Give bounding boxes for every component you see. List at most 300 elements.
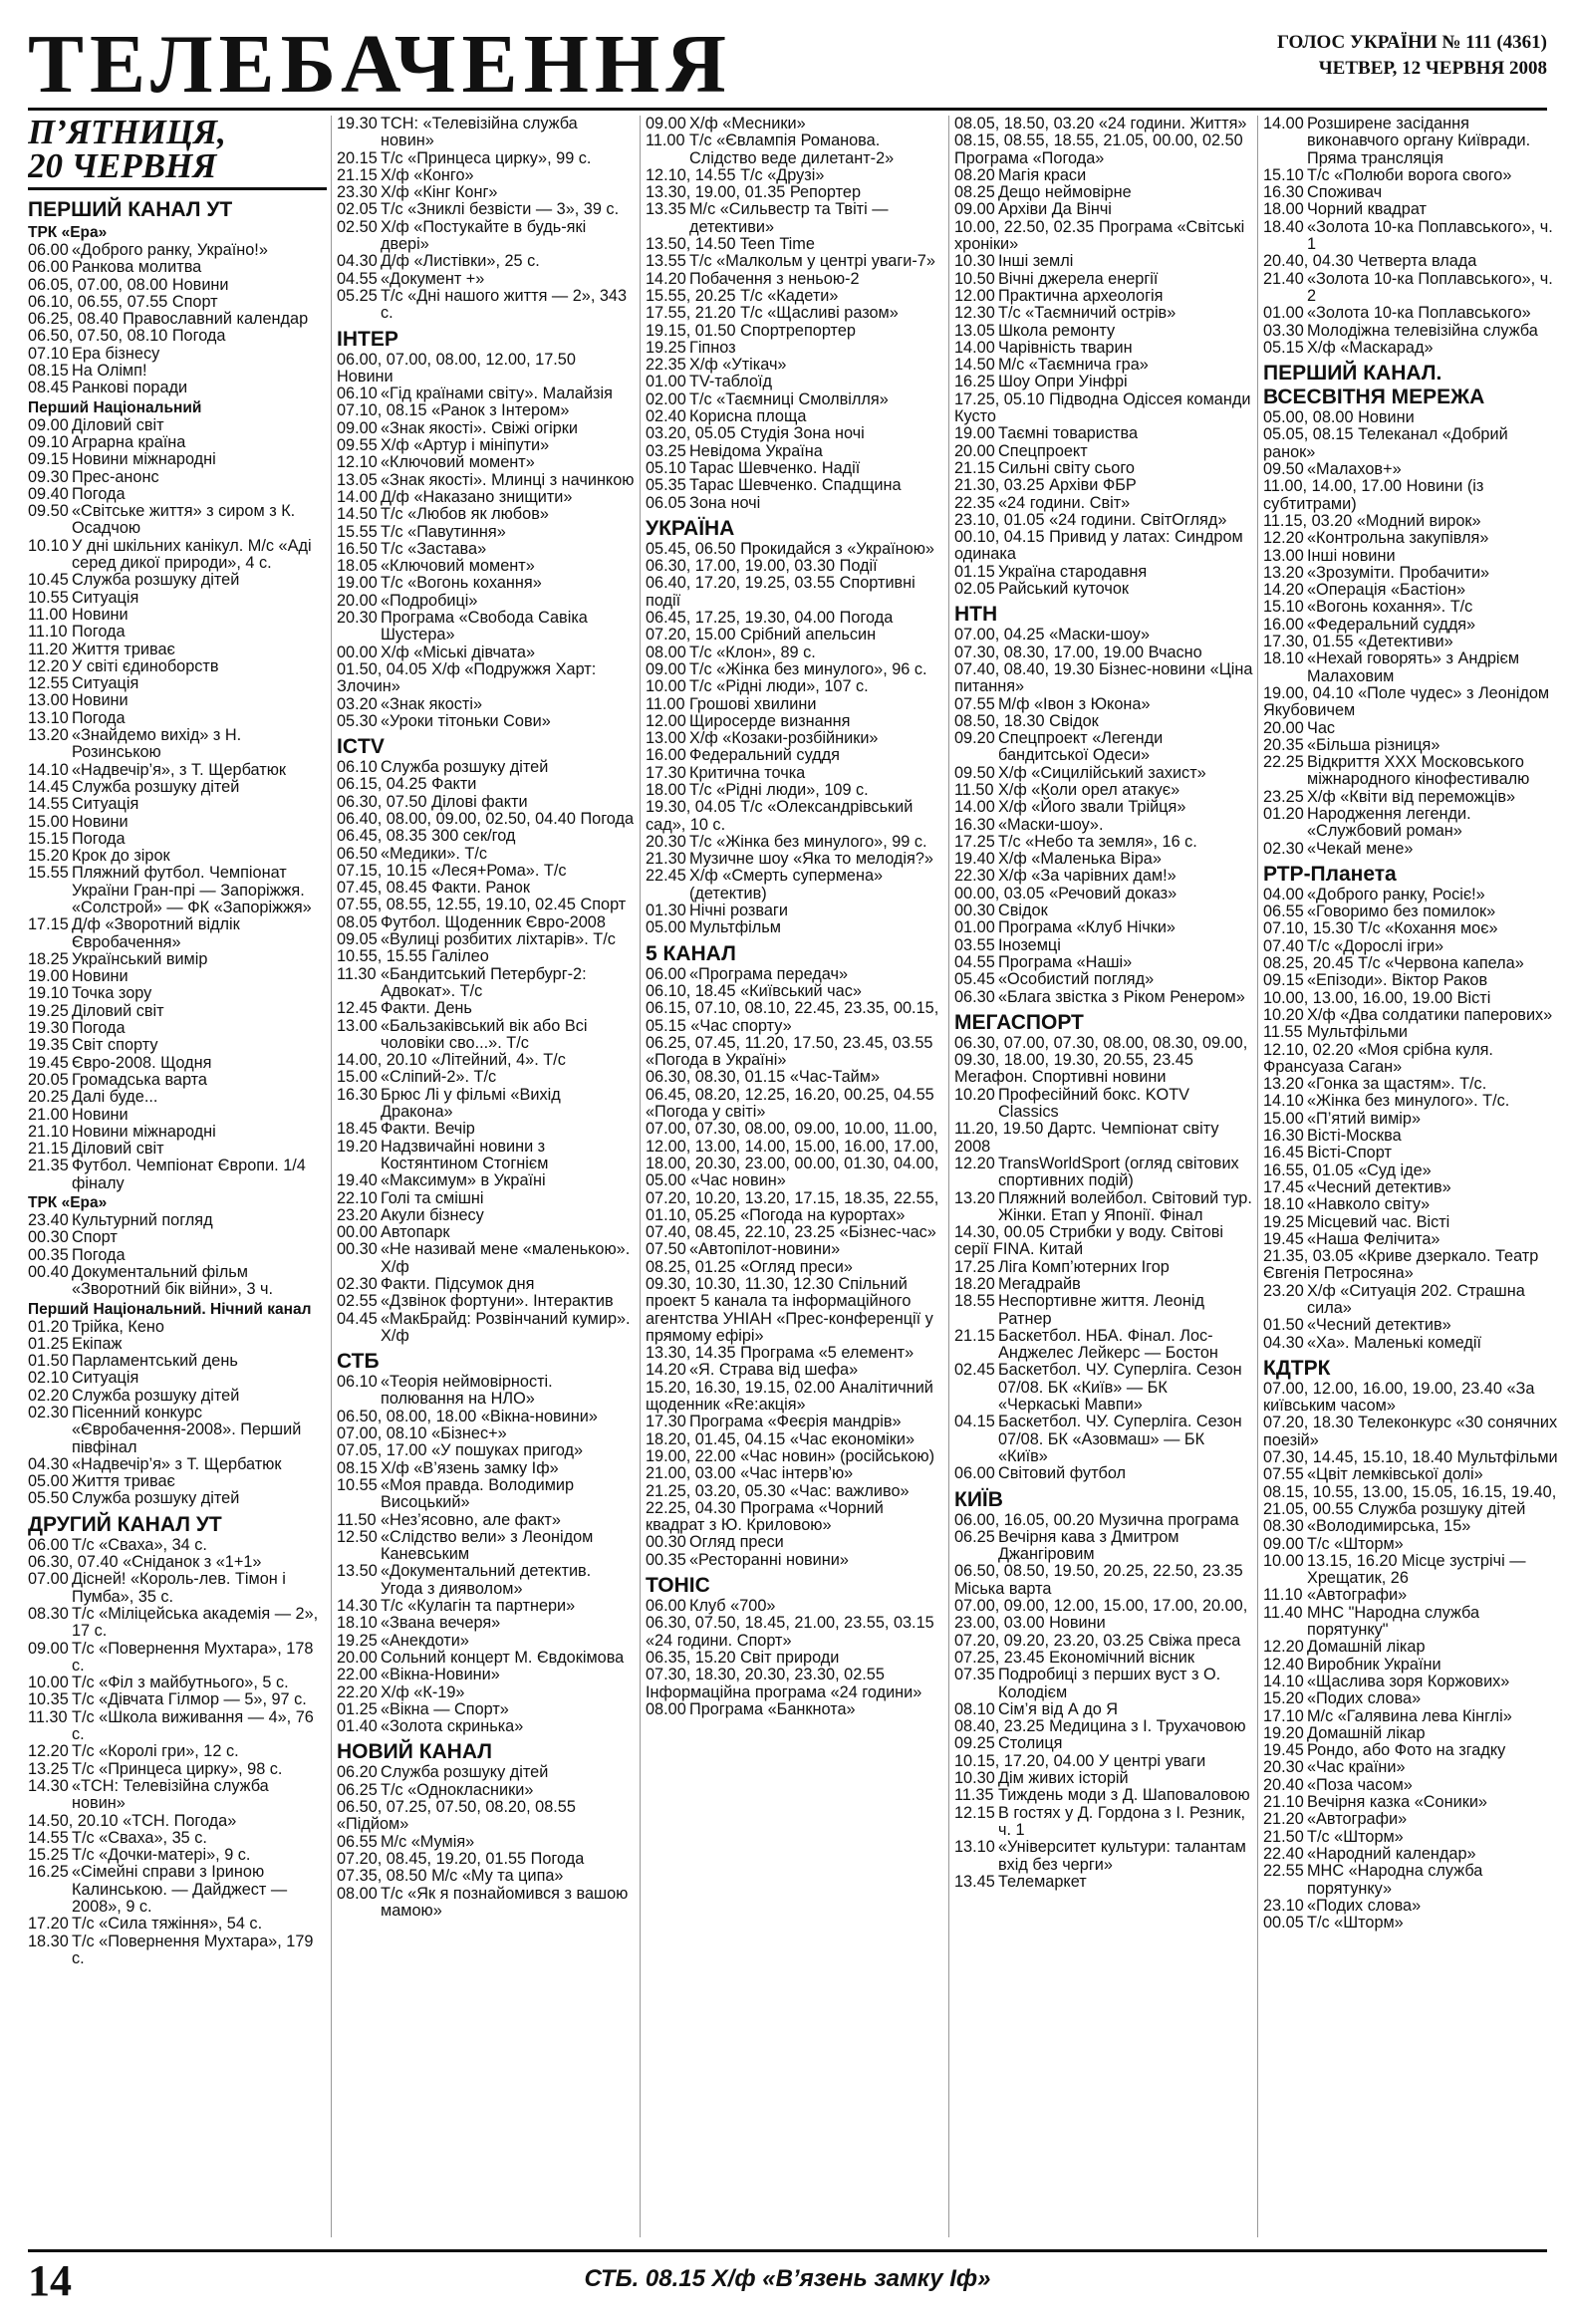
program-time: 02.20 bbox=[28, 1386, 69, 1405]
program-time: 11.00 bbox=[646, 131, 685, 150]
program-time: 07.20, 10.20, 13.20, 17.15, 18.35, 22.55, 01.10, 05.25 bbox=[646, 1188, 939, 1224]
program-title: Пісенний конкурс «Євробачення-2008». Перший півфінал bbox=[72, 1404, 302, 1456]
program-time: 04.30 bbox=[337, 252, 378, 271]
program-time: 11.10 bbox=[1263, 1586, 1303, 1605]
program-title: Х/ф «Артур і мініпути» bbox=[381, 436, 550, 455]
program-time: 19.00 bbox=[337, 574, 378, 593]
program-title: Х/ф «В’язень замку Іф» bbox=[381, 1458, 559, 1477]
program-title: «Погода в Україні» bbox=[646, 1051, 787, 1070]
program-item bbox=[28, 1089, 327, 1106]
program-item bbox=[1263, 1536, 1562, 1553]
program-time: 03.20 bbox=[337, 694, 378, 713]
program-title: «Маски-шоу». bbox=[998, 815, 1104, 834]
program-title: «Доброго ранку, Україно!» bbox=[72, 241, 268, 259]
program-title: Сім’я від А до Я bbox=[998, 1699, 1119, 1718]
program-item bbox=[1263, 1179, 1562, 1196]
program-time: 07.10, 15.30 bbox=[1263, 919, 1354, 938]
program-title: Інші землі bbox=[998, 252, 1074, 271]
program-title: «Світське життя» з сиром з К. Осадчою bbox=[72, 502, 296, 538]
program-time: 09.10 bbox=[28, 432, 69, 451]
program-time: 22.45 bbox=[646, 867, 686, 886]
program-item bbox=[646, 1000, 944, 1035]
program-item bbox=[28, 434, 327, 451]
program-time: 02.55 bbox=[337, 1292, 378, 1311]
program-time: 21.40 bbox=[1263, 269, 1304, 288]
program-time: 13.55 bbox=[646, 252, 686, 271]
program-time: 00.40 bbox=[28, 1262, 69, 1281]
program-time: 06.10, 06.55, 07.55 bbox=[28, 292, 168, 311]
program-item bbox=[954, 627, 1253, 644]
program-title: Ранкові поради bbox=[72, 379, 188, 397]
program-time: 23.20 bbox=[1263, 1281, 1304, 1300]
program-time: 01.50 bbox=[1263, 1316, 1304, 1335]
program-title: «Знак якості». Свіжі огірки bbox=[381, 418, 579, 437]
program-title: «Автографи» bbox=[1307, 1810, 1408, 1829]
program-item bbox=[1263, 1196, 1562, 1213]
program-title: «Огляд преси» bbox=[740, 1257, 853, 1276]
program-item bbox=[337, 1701, 636, 1718]
program-item bbox=[28, 848, 327, 865]
program-title: «Ха». Маленькі комедії bbox=[1307, 1333, 1482, 1352]
program-title: Погода bbox=[72, 1019, 126, 1038]
program-item bbox=[646, 1224, 944, 1241]
program-time: 02.40 bbox=[646, 407, 686, 426]
program-item bbox=[1263, 737, 1562, 754]
program-title: «Київський час» bbox=[740, 981, 862, 1000]
program-item bbox=[28, 1864, 327, 1916]
program-time: 01.50, 04.05 bbox=[337, 659, 427, 678]
program-time: 13.20 bbox=[28, 726, 69, 745]
program-time: 11.00 bbox=[646, 694, 685, 713]
program-time: 06.20 bbox=[337, 1763, 378, 1782]
program-title: Т/с «Дорослі ігри» bbox=[1307, 936, 1444, 955]
program-title: Т/с «Вогонь кохання» bbox=[381, 574, 542, 593]
program-item bbox=[28, 1124, 327, 1141]
program-item bbox=[337, 541, 636, 558]
program-time: 21.35 bbox=[28, 1157, 69, 1175]
program-time: 19.00 bbox=[28, 967, 69, 986]
program-item bbox=[28, 1778, 327, 1813]
program-item bbox=[337, 288, 636, 323]
program-item bbox=[337, 1276, 636, 1293]
program-time: 21.10 bbox=[28, 1122, 69, 1141]
program-title: Ситуація bbox=[72, 674, 139, 693]
program-title: «Час країни» bbox=[1307, 1758, 1406, 1777]
program-title: Діловий світ bbox=[72, 415, 164, 434]
program-title: Погода bbox=[72, 829, 126, 848]
program-time: 02.45 bbox=[954, 1361, 995, 1380]
program-title: «24 години. Спорт» bbox=[646, 1631, 792, 1650]
program-time: 09.15 bbox=[1263, 971, 1304, 990]
program-item bbox=[954, 971, 1253, 988]
program-time: 19.35 bbox=[28, 1036, 69, 1055]
program-item bbox=[28, 985, 327, 1002]
program-title: Срібний апельсин bbox=[740, 626, 877, 645]
program-time: 14.00 bbox=[337, 487, 378, 506]
program-time: 15.55 bbox=[28, 864, 69, 883]
program-item bbox=[1263, 1214, 1562, 1231]
program-title: МНС "Народна служба порятунку" bbox=[1307, 1603, 1480, 1640]
column-divider bbox=[948, 116, 949, 2237]
program-item bbox=[1263, 1093, 1562, 1110]
program-item bbox=[1263, 1248, 1562, 1283]
program-time: 05.00 bbox=[646, 918, 686, 937]
program-item bbox=[646, 1667, 944, 1701]
program-title: Т/с «Євлампія Романова. Слідство веде дилетант-2» bbox=[689, 131, 895, 167]
program-item bbox=[28, 1675, 327, 1691]
program-time: 04.00 bbox=[1263, 885, 1304, 904]
program-title: Новини bbox=[72, 812, 129, 831]
program-title: «Вогонь кохання». Т/с bbox=[1307, 598, 1473, 617]
program-title: Студія Зона ночі bbox=[740, 424, 865, 443]
program-item bbox=[337, 437, 636, 454]
program-item bbox=[337, 1615, 636, 1632]
program-title: Магія краси bbox=[998, 165, 1087, 184]
program-item bbox=[1263, 116, 1562, 167]
program-item bbox=[28, 590, 327, 607]
program-time: 09.00 bbox=[646, 116, 686, 132]
program-item bbox=[646, 765, 944, 782]
program-item bbox=[337, 1069, 636, 1086]
program-title: Д/ф «Зворотний відлік Євробачення» bbox=[72, 915, 240, 951]
program-time: 01.40 bbox=[337, 1717, 378, 1736]
program-item bbox=[646, 1701, 944, 1718]
program-item bbox=[954, 305, 1253, 322]
program-title: «Народний календар» bbox=[1307, 1844, 1476, 1863]
program-item bbox=[337, 1512, 636, 1529]
program-time: 17.20 bbox=[28, 1915, 69, 1934]
program-title: «Модний вирок» bbox=[1356, 511, 1481, 530]
program-time: 06.10 bbox=[337, 758, 378, 777]
program-time: 08.00 bbox=[646, 1699, 686, 1718]
program-item bbox=[28, 951, 327, 968]
program-title: Неспортивне життя. Леонід Ратнер bbox=[998, 1292, 1204, 1328]
program-title: Програма «Наші» bbox=[998, 952, 1133, 971]
program-item bbox=[1263, 1317, 1562, 1334]
program-time: 21.15 bbox=[954, 458, 995, 477]
program-item bbox=[337, 1425, 636, 1442]
program-title: Побачення з неньою-2 bbox=[689, 269, 860, 288]
program-title: ТСН: «Телевізійна служба новин» bbox=[381, 116, 578, 150]
program-time: 21.15 bbox=[28, 1140, 69, 1159]
program-time: 13.00 bbox=[28, 691, 69, 710]
program-time: 14.30, 00.05 bbox=[954, 1223, 1045, 1242]
program-title: Ранкова молитва bbox=[72, 258, 202, 277]
program-title: Т/с «Кулагін та партнери» bbox=[381, 1597, 576, 1616]
program-time: 00.35 bbox=[646, 1550, 686, 1569]
program-time: 08.30 bbox=[1263, 1517, 1304, 1536]
program-time: 04.15 bbox=[954, 1413, 995, 1431]
program-title: Четверта влада bbox=[1358, 252, 1477, 271]
program-title: Х/ф «Утікач» bbox=[689, 356, 787, 375]
program-title: Баскетбол. ЧУ. Суперліга. Сезон 07/08. БК «Київ» — БК «Черкаські Мавпи» bbox=[998, 1361, 1242, 1415]
program-item bbox=[1263, 650, 1562, 685]
program-time: 19.25 bbox=[646, 338, 686, 357]
program-time: 09.20 bbox=[954, 729, 995, 748]
program-item bbox=[1263, 1128, 1562, 1145]
program-time: 12.10 bbox=[337, 453, 378, 472]
program-time: 16.30 bbox=[337, 1085, 378, 1104]
program-time: 15.15 bbox=[28, 829, 69, 848]
program-item bbox=[646, 1259, 944, 1276]
program-time: 20.15 bbox=[337, 148, 378, 167]
program-time: 18.00 bbox=[646, 780, 686, 799]
program-title: Спорт bbox=[72, 1228, 118, 1247]
program-time: 17.15 bbox=[28, 915, 69, 934]
program-time: 00.30 bbox=[954, 902, 995, 920]
program-item bbox=[1263, 201, 1562, 218]
channel-heading: ТОНІС bbox=[646, 1574, 710, 1598]
program-title: Х/ф «Постукайте в будь-які двері» bbox=[381, 217, 587, 254]
program-item bbox=[28, 363, 327, 380]
program-time: 15.10 bbox=[1263, 165, 1304, 184]
program-time: 10.55 bbox=[28, 588, 69, 607]
program-item bbox=[1263, 1111, 1562, 1128]
program-time: 05.00, 08.00 bbox=[1263, 408, 1354, 427]
channel-heading: ICTV bbox=[337, 735, 385, 759]
page-number: 14 bbox=[28, 2256, 72, 2305]
program-item bbox=[28, 1473, 327, 1490]
program-time: 09.50 bbox=[28, 502, 69, 521]
program-item bbox=[646, 1362, 944, 1379]
program-item bbox=[28, 469, 327, 486]
program-item bbox=[28, 642, 327, 658]
program-item bbox=[1263, 1690, 1562, 1707]
program-title: Привид у латах: Синдром одинака bbox=[954, 528, 1243, 564]
program-title: Шоу Опри Уінфрі bbox=[998, 373, 1128, 391]
program-time: 06.30 bbox=[954, 987, 995, 1006]
program-time: 17.25 bbox=[954, 1257, 995, 1276]
program-time: 21.20 bbox=[1263, 1810, 1304, 1829]
program-item bbox=[954, 1087, 1253, 1122]
listing-body bbox=[954, 116, 1253, 1891]
program-time: 06.50, 08.50, 19.50, 20.25, 22.50, 23.35 bbox=[954, 1562, 1243, 1581]
listing-body bbox=[1263, 116, 1562, 1932]
program-title: У світі єдиноборств bbox=[72, 656, 219, 675]
program-item bbox=[1263, 1381, 1562, 1416]
program-title: «Надвечір’я», з Т. Щербатюк bbox=[72, 760, 287, 779]
program-time: 06.50, 07.25, 07.50, 08.20, 08.55 bbox=[337, 1798, 576, 1817]
program-time: 06.15, 07.10, 08.10, 22.45, 23.35, 00.15, 05.15 bbox=[646, 999, 939, 1035]
program-title: Мегадрайв bbox=[998, 1275, 1081, 1293]
program-time: 06.30, 08.30, 01.15 bbox=[646, 1068, 786, 1087]
program-title: Тарас Шевченко. Надії bbox=[689, 458, 861, 477]
program-time: 18.25 bbox=[28, 949, 69, 968]
program-title: Погода bbox=[530, 1849, 585, 1868]
program-title: Спільний проект 5 канала та інформаційного агентства УНІАН «Прес-конференції у прямому ефірі» bbox=[646, 1275, 933, 1345]
program-title: Ситуація bbox=[72, 795, 139, 814]
program-time: 20.00 bbox=[954, 441, 995, 460]
program-time: 01.00 bbox=[1263, 304, 1304, 323]
program-time: 06.00 bbox=[646, 1597, 686, 1616]
program-item bbox=[28, 1158, 327, 1192]
program-time: 10.20 bbox=[1263, 1005, 1304, 1024]
program-item bbox=[28, 1141, 327, 1158]
program-title: М/с «Галявина лева Кінглі» bbox=[1307, 1706, 1512, 1725]
program-item bbox=[28, 1247, 327, 1264]
program-item bbox=[1263, 1811, 1562, 1828]
program-time: 17.30 bbox=[646, 1413, 686, 1431]
program-item bbox=[337, 524, 636, 541]
program-item bbox=[28, 277, 327, 294]
program-title: Т/с «Щасливі разом» bbox=[740, 304, 899, 323]
program-item bbox=[337, 1684, 636, 1701]
program-title: Т/с «Зниклі безвісти — 3», 39 с. bbox=[381, 200, 620, 219]
program-item bbox=[646, 747, 944, 764]
program-item bbox=[954, 1598, 1253, 1633]
program-item bbox=[337, 948, 636, 965]
program-item bbox=[337, 846, 636, 863]
program-item bbox=[337, 828, 636, 845]
program-time: 19.15, 01.50 bbox=[646, 321, 736, 340]
program-title: Програма «5 елемент» bbox=[740, 1344, 915, 1363]
program-time: 05.50 bbox=[28, 1489, 69, 1508]
program-time: 08.00 bbox=[337, 1884, 378, 1903]
program-title: Міська варта bbox=[954, 1579, 1052, 1598]
program-item bbox=[646, 1190, 944, 1225]
program-title: Райський куточок bbox=[998, 580, 1130, 599]
program-title: Т/с «Шторм» bbox=[1307, 1534, 1404, 1553]
program-item bbox=[337, 811, 636, 828]
program-time: 11.00, 14.00, 17.00 bbox=[1263, 477, 1403, 496]
program-title: Х/ф «Ситуація 202. Страшна сила» bbox=[1307, 1281, 1525, 1317]
program-title: Іноземці bbox=[998, 935, 1061, 954]
program-time: 10.00, 22.50, 02.35 bbox=[954, 217, 1095, 236]
program-title: Аграрна країна bbox=[72, 432, 186, 451]
program-time: 19.45 bbox=[28, 1053, 69, 1072]
program-time: 10.55, 15.55 bbox=[337, 947, 427, 966]
program-title: В гостях у Д. Гордона з І. Резник, ч. 1 bbox=[998, 1803, 1246, 1839]
program-item bbox=[646, 575, 944, 610]
channel-heading: НТН bbox=[954, 603, 998, 627]
listing-column-4 bbox=[954, 116, 1253, 2237]
program-time: 18.10 bbox=[337, 1614, 378, 1633]
program-item bbox=[337, 1442, 636, 1459]
program-time: 06.30, 07.00, 07.30, 08.00, 08.30, 09.00, 09.30, 18.00, 19.30, 20.55, 23.45 bbox=[954, 1033, 1248, 1070]
program-title: Служба розшуку дітей bbox=[72, 777, 240, 796]
program-time: 01.50 bbox=[28, 1352, 69, 1371]
program-time: 20.25 bbox=[28, 1088, 69, 1107]
program-title: Домашній лікар bbox=[1307, 1638, 1426, 1657]
program-time: 13.25 bbox=[28, 1759, 69, 1778]
program-item bbox=[28, 624, 327, 641]
program-time: 12.20 bbox=[954, 1154, 995, 1172]
program-time: 11.55 bbox=[1263, 1023, 1303, 1042]
program-title: Т/с «Рідні люди», 109 с. bbox=[689, 780, 869, 799]
program-time: 08.25, 20.45 bbox=[1263, 954, 1354, 973]
program-title: Автопарк bbox=[381, 1223, 450, 1242]
program-item bbox=[954, 817, 1253, 834]
program-title: Невідома Україна bbox=[689, 441, 823, 460]
program-title: Життя триває bbox=[72, 1472, 175, 1491]
program-time: 05.45 bbox=[954, 970, 995, 989]
channel-heading: УКРАЇНА bbox=[646, 516, 735, 540]
program-time: 09.00 bbox=[28, 1639, 69, 1658]
program-title: Зона ночі bbox=[689, 493, 761, 512]
program-time: 06.00 bbox=[28, 1535, 69, 1554]
program-time: 06.00 bbox=[28, 241, 69, 259]
program-title: «Подих слова» bbox=[1307, 1896, 1422, 1915]
program-item bbox=[1263, 271, 1562, 306]
program-time: 08.30 bbox=[28, 1604, 69, 1623]
program-item bbox=[28, 658, 327, 675]
program-time: 13.20 bbox=[1263, 563, 1304, 582]
program-item bbox=[28, 1264, 327, 1299]
program-time: 09.50 bbox=[1263, 460, 1304, 479]
program-time: 07.05, 17.00 bbox=[337, 1441, 427, 1460]
program-title: Музичне шоу «Яка то мелодія?» bbox=[689, 850, 933, 869]
program-title: Сольний концерт М. Євдокімова bbox=[381, 1648, 625, 1667]
program-item bbox=[28, 831, 327, 848]
program-time: 16.00 bbox=[646, 746, 686, 765]
program-item bbox=[1263, 990, 1562, 1007]
program-title: М/с «Мумія» bbox=[381, 1832, 475, 1851]
program-time: 04.45 bbox=[337, 1309, 378, 1328]
program-item bbox=[337, 593, 636, 610]
program-item bbox=[1263, 1863, 1562, 1898]
program-item bbox=[337, 420, 636, 437]
program-item bbox=[337, 1000, 636, 1017]
program-time: 00.35 bbox=[28, 1245, 69, 1264]
program-time: 18.05 bbox=[337, 557, 378, 576]
program-title: Т/с «Дні нашого життя — 2», 343 с. bbox=[381, 286, 628, 323]
program-item bbox=[337, 1190, 636, 1207]
program-time: 08.10 bbox=[954, 1699, 995, 1718]
program-item bbox=[954, 1293, 1253, 1328]
channel-heading: МЕГАСПОРТ bbox=[954, 1010, 1084, 1034]
program-title: «Моя срібна куля. Франсуаза Саган» bbox=[1263, 1040, 1493, 1076]
program-time: 22.00 bbox=[337, 1666, 378, 1684]
program-time: 07.55, 08.55, 12.55, 19.10, 02.45 bbox=[337, 896, 576, 914]
program-title: Стрибки у воду. Світові серії FINA. Китай bbox=[954, 1223, 1224, 1259]
program-title: Програма «Погода» bbox=[954, 148, 1105, 167]
program-title: «Речовий доказ» bbox=[1049, 884, 1178, 903]
program-title: Екіпаж bbox=[72, 1334, 123, 1353]
program-title: «24 години. СвітОгляд» bbox=[1049, 510, 1227, 529]
program-item bbox=[28, 1229, 327, 1246]
program-item bbox=[646, 799, 944, 834]
program-title: Таємні товариства bbox=[998, 424, 1139, 443]
section-title: ТЕЛЕБАЧЕННЯ bbox=[28, 18, 732, 111]
program-title: «Час новин» bbox=[690, 1171, 786, 1190]
program-item bbox=[954, 374, 1253, 390]
program-item bbox=[646, 919, 944, 936]
program-title: Грошові хвилини bbox=[689, 694, 817, 713]
program-item bbox=[646, 305, 944, 322]
program-time: 17.10 bbox=[1263, 1706, 1304, 1725]
program-time: 21.15 bbox=[337, 165, 378, 184]
program-time: 10.30 bbox=[954, 1769, 995, 1788]
program-item bbox=[28, 814, 327, 831]
program-title: «Час економіки» bbox=[789, 1429, 916, 1448]
program-title: Культурний погляд bbox=[72, 1211, 213, 1230]
program-item bbox=[28, 1212, 327, 1229]
program-time: 12.50 bbox=[337, 1527, 378, 1546]
program-title: Х/ф «Смерть супермена» (детектив) bbox=[689, 867, 884, 903]
program-title: МНС «Народна служба порятунку» bbox=[1307, 1862, 1483, 1898]
program-item bbox=[954, 1874, 1253, 1891]
footer-promo: СТБ. 08.15 Х/ф «В’язень замку Іф» bbox=[584, 2265, 991, 2292]
program-title: Чорний квадрат bbox=[1307, 200, 1428, 219]
program-item bbox=[28, 259, 327, 276]
program-item bbox=[954, 167, 1253, 184]
program-item bbox=[28, 1388, 327, 1405]
program-time: 07.35, 08.50 bbox=[337, 1867, 427, 1886]
program-item bbox=[337, 645, 636, 661]
program-title: Т/с «Сила тяжіння», 54 с. bbox=[72, 1915, 263, 1934]
program-title: Погода bbox=[171, 327, 226, 346]
program-time: 14.55 bbox=[28, 1828, 69, 1847]
